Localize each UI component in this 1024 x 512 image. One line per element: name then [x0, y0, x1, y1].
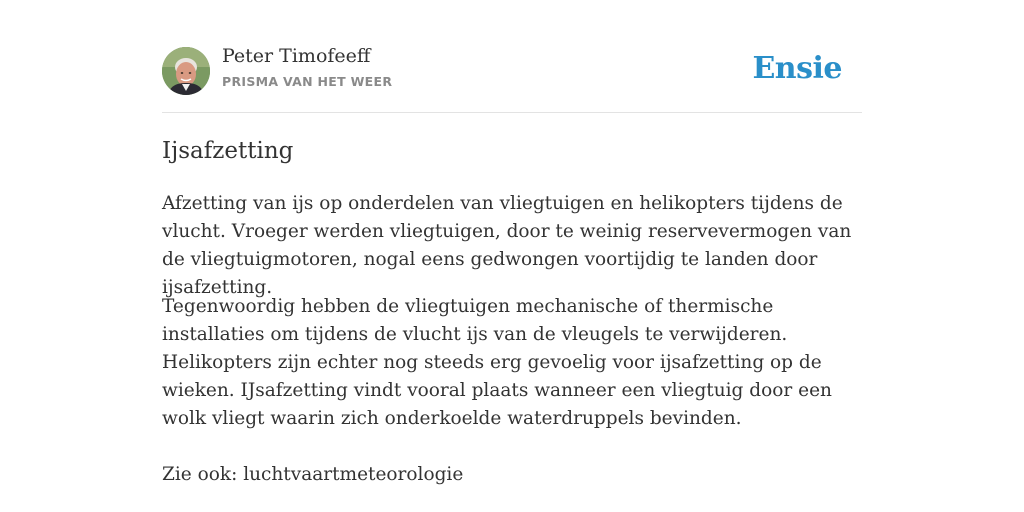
article-paragraph-2: Tegenwoordig hebben de vliegtuigen mechanische of thermische installaties om tijdens de vlucht ijs van de vleugels te verwijderen. Helikopters zijn echter nog steeds erg gevoelig voor ijsafzetting op de wieken. IJsafzetting vindt vooral plaats wanneer een vliegtuig door een wolk vliegt waarin zich onderkoelde waterdruppels bevinden. [162, 296, 832, 429]
author-avatar[interactable] [162, 47, 210, 95]
article-container [162, 0, 862, 485]
article-title: Ijsafzetting [162, 138, 294, 164]
brand-logo[interactable]: Ensie [752, 51, 842, 86]
article-paragraph-1: Afzetting van ijs op onderdelen van vliegtuigen en helikopters tijdens de vlucht. Vroeger werden vliegtuigen, door te weinig reservevermogen van de vliegtuigmotoren, nogal eens gedwongen voortijdig te landen door ijsafzetting. [162, 193, 852, 298]
author-source[interactable]: PRISMA VAN HET WEER [222, 74, 393, 89]
see-also: Zie ook: luchtvaartmeteorologie [162, 464, 464, 485]
author-name[interactable]: Peter Timofeeff [222, 45, 371, 67]
header [162, 0, 862, 113]
avatar-portrait-icon [162, 47, 210, 95]
